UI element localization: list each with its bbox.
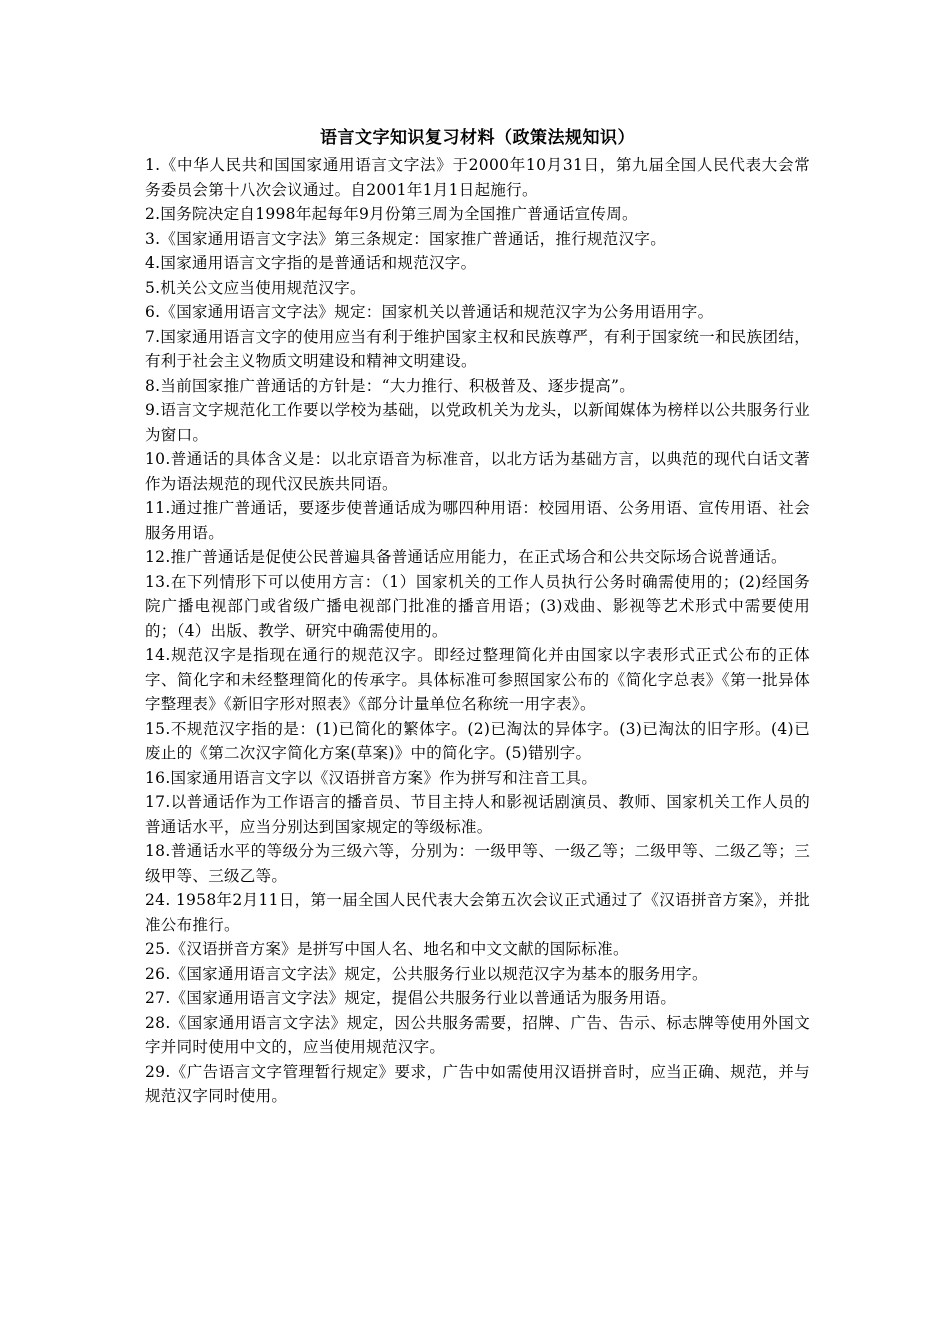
list-item: 7.国家通用语言文字的使用应当有利于维护国家主权和民族尊严，有利于国家统一和民族团结，有利于社会主义物质文明建设和精神文明建设。 <box>145 327 810 370</box>
list-item: 15.不规范汉字指的是：(1)已简化的繁体字。(2)已淘汰的异体字。(3)已淘汰的旧字形。(4)已废止的《第二次汉字简化方案(草案)》中的简化字。(5)错别字。 <box>145 719 810 762</box>
list-item: 18.普通话水平的等级分为三级六等，分别为：一级甲等、一级乙等；二级甲等、二级乙等；三级甲等、三级乙等。 <box>145 842 810 885</box>
list-item: 10.普通话的具体含义是：以北京语音为标准音，以北方话为基础方言，以典范的现代白话文著作为语法规范的现代汉民族共同语。 <box>145 450 810 493</box>
list-item: 25.《汉语拼音方案》是拼写中国人名、地名和中文文献的国际标准。 <box>145 940 629 958</box>
list-item: 2.国务院决定自1998年起每年9月份第三周为全国推广普通话宣传周。 <box>145 205 638 223</box>
document-title: 语言文字知识复习材料（政策法规知识） <box>320 128 635 148</box>
list-item: 27.《国家通用语言文字法》规定，提倡公共服务行业以普通话为服务用语。 <box>145 989 677 1007</box>
list-item: 4.国家通用语言文字指的是普通话和规范汉字。 <box>145 254 477 272</box>
document-page <box>145 126 810 1109</box>
list-item: 9.语言文字规范化工作要以学校为基础，以党政机关为龙头，以新闻媒体为榜样以公共服务行业为窗口。 <box>145 401 810 444</box>
knowledge-list <box>145 153 810 1109</box>
list-item: 11.通过推广普通话，要逐步使普通话成为哪四种用语：校园用语、公务用语、宣传用语、社会服务用语。 <box>145 499 810 542</box>
list-item: 14.规范汉字是指现在通行的规范汉字。即经过整理简化并由国家以字表形式正式公布的正体字、简化字和未经整理简化的传承字。具体标准可参照国家公布的《简化字总表》《第一批异体字整理表》《新旧字形对照表》《部分计量单位名称统一用字表》。 <box>145 646 810 713</box>
list-item: 3.《国家通用语言文字法》第三条规定：国家推广普通话，推行规范汉字。 <box>145 229 666 248</box>
list-item: 5.机关公文应当使用规范汉字。 <box>145 278 366 297</box>
list-item: 29.《广告语言文字管理暂行规定》要求，广告中如需使用汉语拼音时，应当正确、规范，并与规范汉字同时使用。 <box>145 1062 810 1105</box>
list-item: 24. 1958年2月11日，第一届全国人民代表大会第五次会议正式通过了《汉语拼音方案》，并批准公布推行。 <box>145 891 810 934</box>
list-item: 1.《中华人民共和国国家通用语言文字法》于2000年10月31日，第九届全国人民代表大会常务委员会第十八次会议通过。自2001年1月1日起施行。 <box>145 156 810 199</box>
list-item: 17.以普通话作为工作语言的播音员、节目主持人和影视话剧演员、教师、国家机关工作人员的普通话水平，应当分别达到国家规定的等级标准。 <box>145 793 810 836</box>
list-item: 28.《国家通用语言文字法》规定，因公共服务需要，招牌、广告、告示、标志牌等使用外国文字并同时使用中文的，应当使用规范汉字。 <box>145 1013 810 1056</box>
list-item: 16.国家通用语言文字以《汉语拼音方案》作为拼写和注音工具。 <box>145 768 598 787</box>
list-item: 13.在下列情形下可以使用方言：（1）国家机关的工作人员执行公务时确需使用的；(2)经国务院广播电视部门或省级广播电视部门批准的播音用语；(3)戏曲、影视等艺术形式中需要使用的；（4）出版、教学、研究中确需使用的。 <box>145 572 810 640</box>
list-item: 6.《国家通用语言文字法》规定：国家机关以普通话和规范汉字为公务用语用字。 <box>145 303 714 321</box>
list-item: 8.当前国家推广普通话的方针是：“大力推行、积极普及、逐步提高”。 <box>145 376 636 395</box>
list-item: 26.《国家通用语言文字法》规定，公共服务行业以规范汉字为基本的服务用字。 <box>145 964 708 983</box>
list-item: 12.推广普通话是促使公民普遍具备普通话应用能力，在正式场合和公共交际场合说普通话。 <box>145 548 787 566</box>
